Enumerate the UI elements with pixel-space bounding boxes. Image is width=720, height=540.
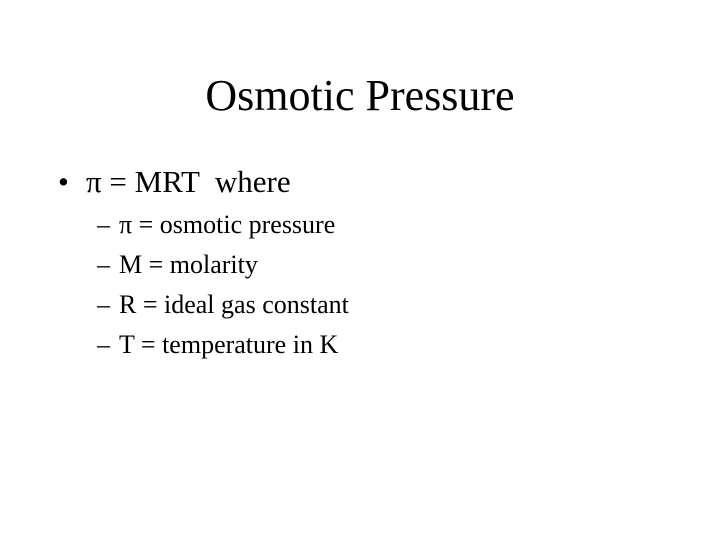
sub-bullet-text: π = osmotic pressure [119, 210, 336, 239]
sub-bullet-item [97, 325, 349, 365]
sub-bullet-text: T = temperature in K [119, 330, 339, 359]
bullet-text: π = MRT where [86, 164, 291, 199]
sub-bullet-item [97, 245, 349, 285]
sub-bullet-item [97, 285, 349, 325]
sub-bullet-text: R = ideal gas constant [119, 290, 349, 319]
sub-bullet-marker: – [97, 250, 110, 279]
sub-bullet-marker: – [97, 210, 110, 239]
sub-bullet-item [97, 205, 349, 245]
main-bullet [58, 163, 291, 201]
bullet-marker: • [58, 164, 69, 199]
sub-bullet-list [97, 205, 349, 365]
sub-bullet-marker: – [97, 330, 110, 359]
slide-title: Osmotic Pressure [205, 71, 515, 120]
sub-bullet-text: M = molarity [119, 250, 258, 279]
sub-bullet-marker: – [97, 290, 110, 319]
